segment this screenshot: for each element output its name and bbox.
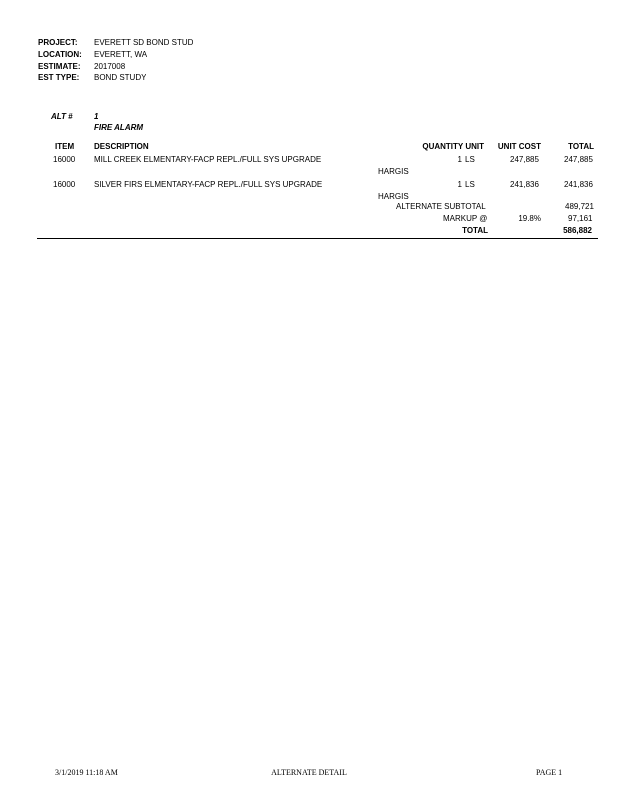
estimate-value: 2017008 (94, 62, 126, 71)
row-item: 16000 (53, 180, 76, 189)
col-unit-cost-header: UNIT COST (497, 142, 541, 151)
row-item: 16000 (53, 155, 76, 164)
markup-label: MARKUP @ (443, 214, 488, 223)
est-type-value: BOND STUDY (94, 73, 146, 82)
location-value: EVERETT, WA (94, 50, 148, 59)
alternate-subtotal-value: 489,721 (565, 202, 594, 211)
row-total: 247,885 (564, 155, 593, 164)
project-value: EVERETT SD BOND STUD (94, 38, 194, 47)
alt-number: 1 (94, 112, 99, 121)
col-description-header: DESCRIPTION (94, 142, 149, 151)
markup-value: 97,161 (568, 214, 593, 223)
alternate-subtotal-label: ALTERNATE SUBTOTAL (396, 202, 486, 211)
alt-label: ALT # (51, 112, 73, 121)
col-total-header: TOTAL (568, 142, 594, 151)
row-subcontractor: HARGIS (378, 192, 409, 201)
row-quantity: 1 (457, 180, 462, 189)
location-label: LOCATION: (38, 50, 82, 59)
row-quantity: 1 (457, 155, 462, 164)
row-unit-cost: 241,836 (510, 180, 539, 189)
row-subcontractor: HARGIS (378, 167, 409, 176)
summary-divider (37, 238, 598, 239)
project-label: PROJECT: (38, 38, 78, 47)
report-name: ALTERNATE DETAIL (271, 768, 347, 777)
row-total: 241,836 (564, 180, 593, 189)
row-unit: LS (465, 155, 475, 164)
page-number: PAGE 1 (536, 768, 563, 777)
col-quantity-unit-header: QUANTITY UNIT (422, 142, 484, 151)
total-value: 586,882 (563, 226, 592, 235)
est-type-label: EST TYPE: (38, 73, 80, 82)
markup-percent: 19.8% (518, 214, 541, 223)
row-description: SILVER FIRS ELMENTARY-FACP REPL./FULL SYS UPGRADE (94, 180, 323, 189)
total-label: TOTAL (462, 226, 488, 235)
row-unit: LS (465, 180, 475, 189)
alt-name: FIRE ALARM (94, 123, 144, 132)
row-unit-cost: 247,885 (510, 155, 539, 164)
row-description: MILL CREEK ELMENTARY-FACP REPL./FULL SYS UPGRADE (94, 155, 322, 164)
col-item-header: ITEM (55, 142, 75, 151)
estimate-label: ESTIMATE: (38, 62, 81, 71)
print-date: 3/1/2019 11:18 AM (55, 768, 118, 777)
